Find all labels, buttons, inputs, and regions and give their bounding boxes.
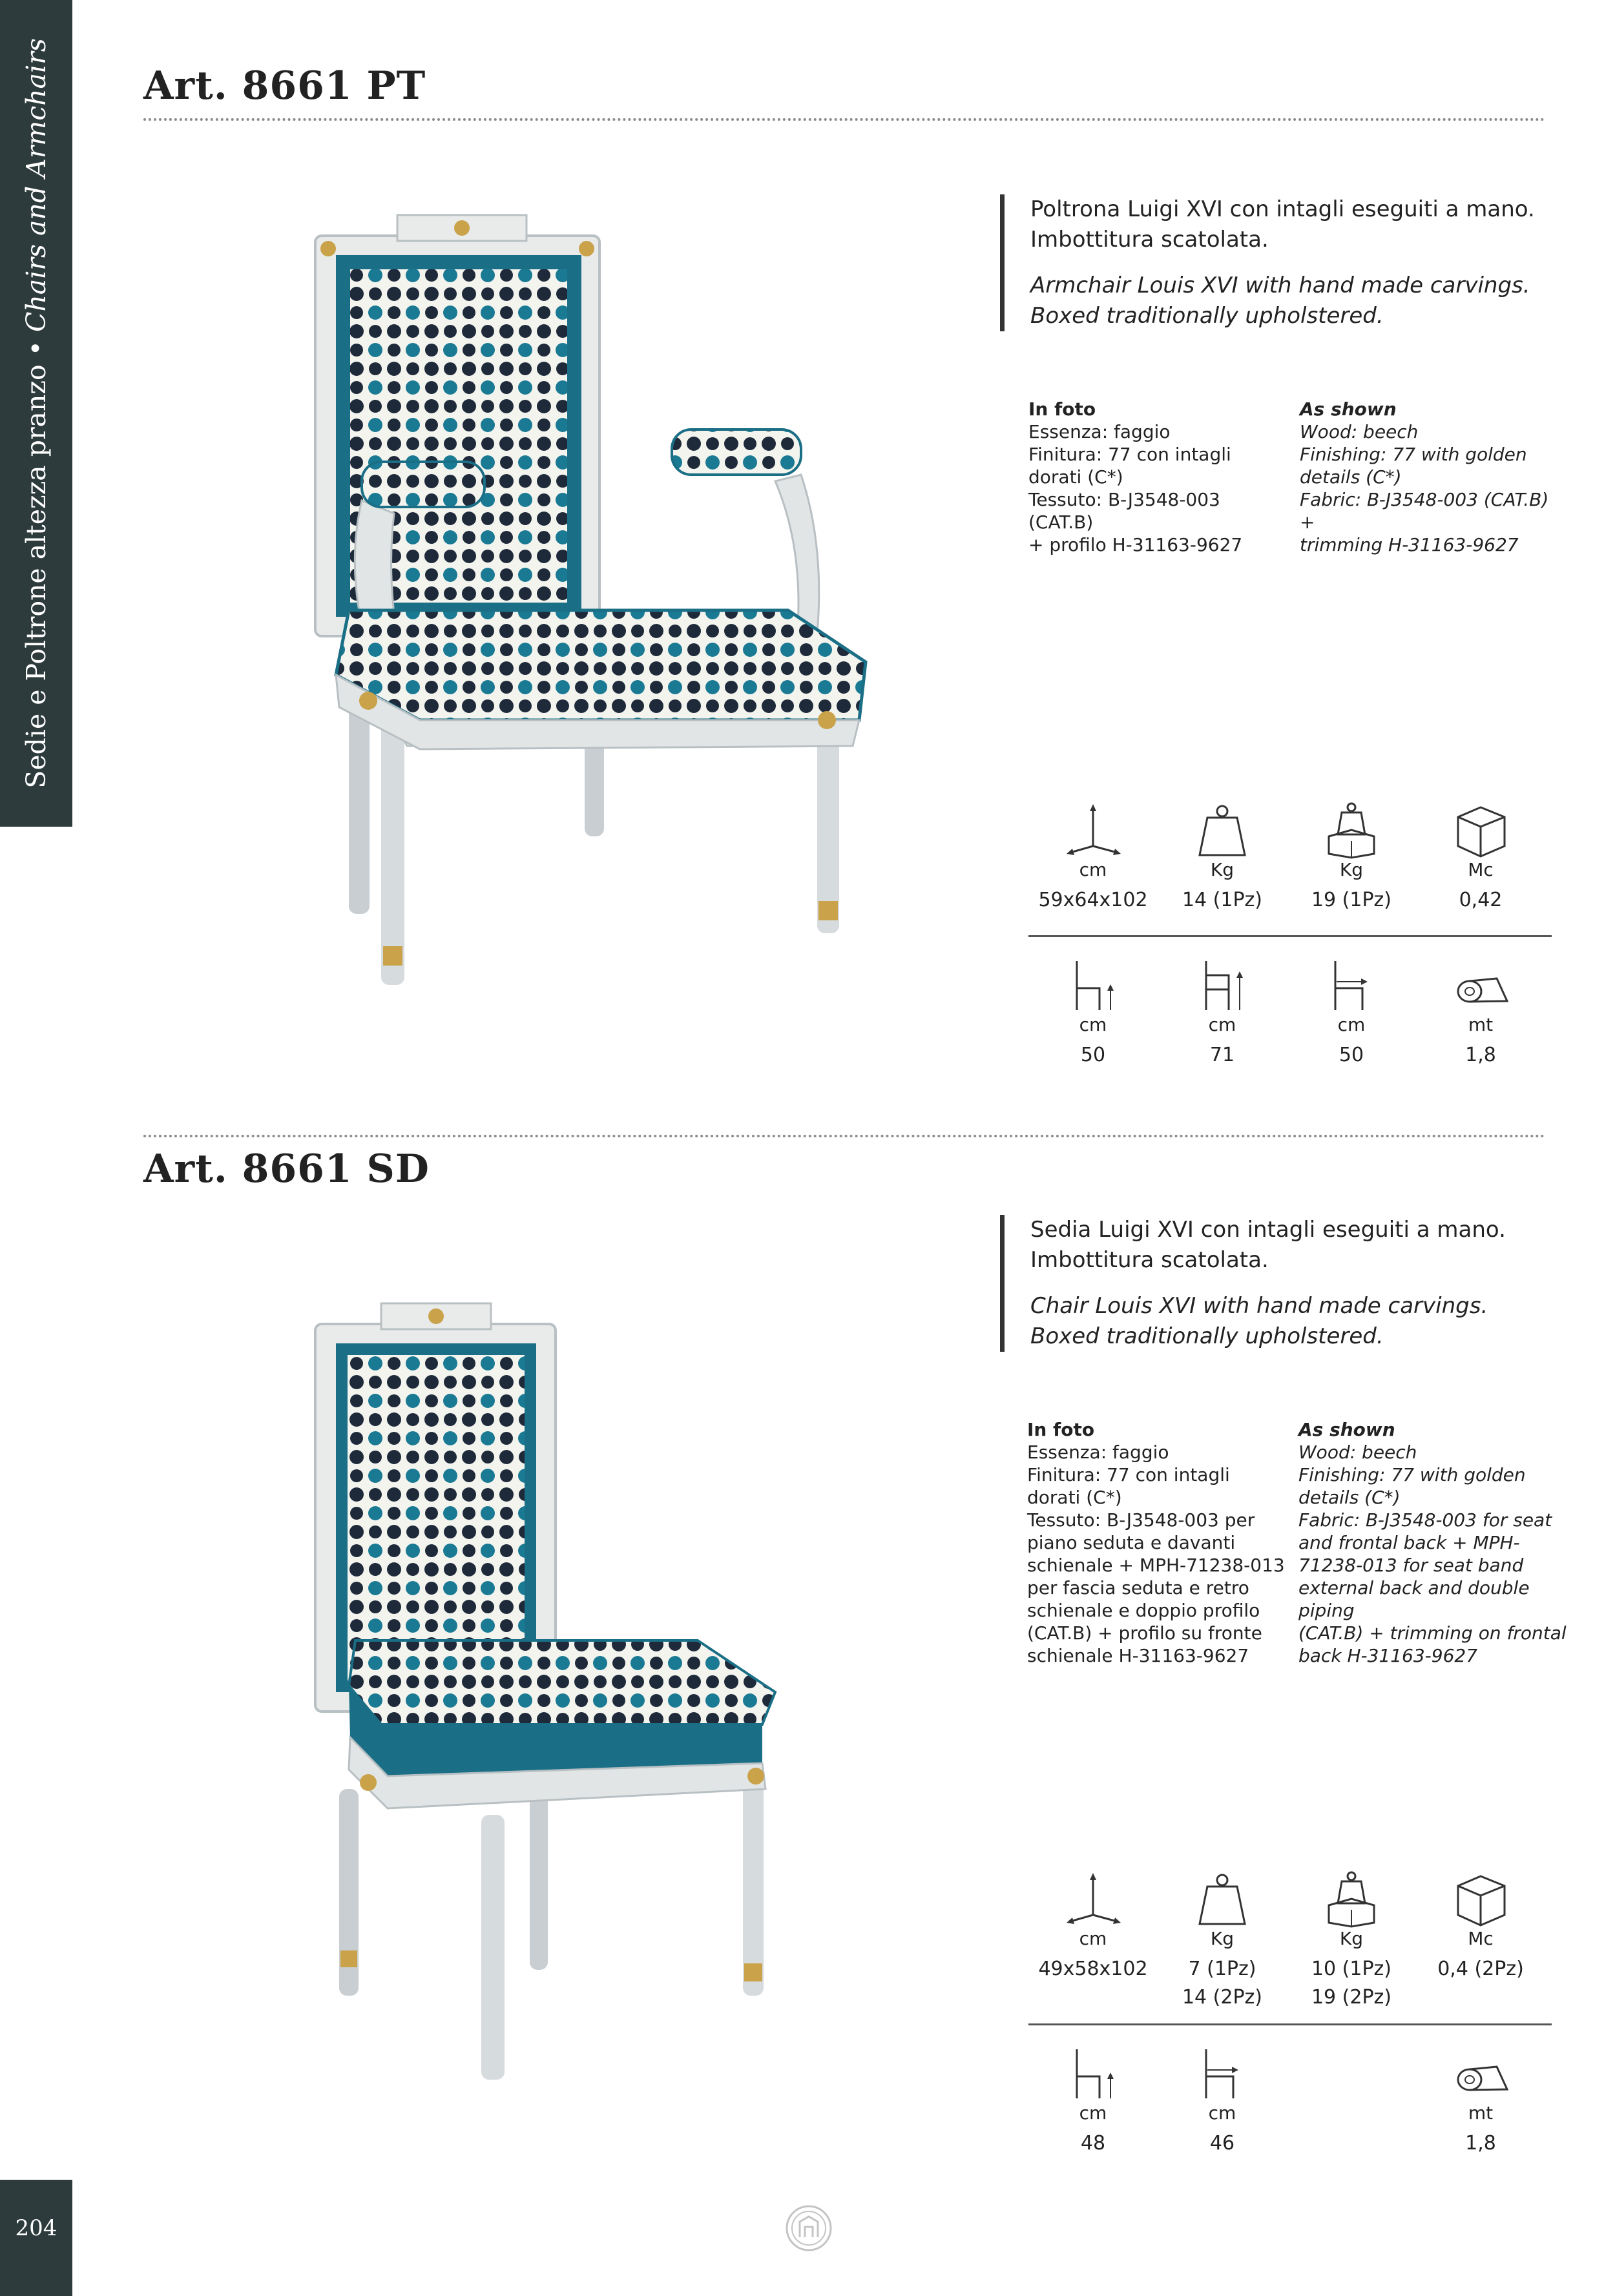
details-header: As shown (1300, 398, 1397, 420)
spec-unit: Kg (1339, 859, 1364, 880)
details-line: Wood: beech (1300, 421, 1419, 442)
spec-seat-height (1028, 956, 1158, 1070)
seat-height-icon (1064, 956, 1122, 1014)
volume-cube-icon (1452, 1870, 1510, 1928)
seat-depth-icon (1193, 2044, 1251, 2102)
fabric-roll-icon (1452, 2044, 1510, 2102)
spec-value: 14 (1Pz) (1182, 889, 1263, 911)
spec-armrest-height (1158, 956, 1287, 1070)
description-italian-line: Imbottitura scatolata. (1030, 227, 1269, 253)
spec-value: 7 (1Pz) (1188, 1958, 1256, 1980)
spec-packed-weight (1287, 1870, 1416, 2012)
details-line: details (C*) (1298, 1487, 1401, 1508)
details-line: per fascia seduta e retro (1027, 1577, 1249, 1598)
sidebar-category (21, 38, 52, 789)
product-title: Art. 8661 SD (143, 1146, 430, 1192)
details-english (1298, 1418, 1570, 1667)
dimensions-icon (1064, 801, 1122, 859)
details-line: piano seduta e davanti (1027, 1532, 1236, 1553)
packed-weight-icon (1322, 801, 1381, 859)
spec-row-measures (1028, 956, 1545, 1085)
armrest-height-icon (1193, 956, 1251, 1014)
category-italian: Sedie e Poltrone altezza pranzo (21, 364, 52, 789)
product-description (1000, 194, 1560, 331)
page-number: 204 (15, 2215, 57, 2241)
brand-logo-icon (783, 2202, 835, 2254)
spec-unit: Kg (1210, 859, 1235, 880)
packed-weight-icon (1322, 1870, 1381, 1928)
description-english-line: Boxed traditionally upholstered. (1030, 1323, 1384, 1349)
description-english-line: Chair Louis XVI with hand made carvings. (1030, 1293, 1488, 1319)
details-line: details (C*) (1300, 466, 1402, 488)
details-italian (1027, 1418, 1289, 1667)
details-line: and frontal back + MPH- (1298, 1532, 1520, 1553)
section-divider (143, 1135, 1545, 1137)
spec-fabric (1416, 956, 1545, 1070)
description-english-line: Boxed traditionally upholstered. (1030, 303, 1384, 329)
details-italian (1028, 398, 1287, 556)
details-line: trimming H-31163-9627 (1300, 534, 1519, 555)
details-header: In foto (1028, 398, 1096, 420)
details-line: (CAT.B) + profilo su fronte (1027, 1622, 1262, 1644)
spec-unit: cm (1079, 2102, 1107, 2124)
seat-height-icon (1064, 2044, 1122, 2102)
spec-value: 1,8 (1465, 1044, 1496, 1066)
spec-fabric (1416, 2044, 1545, 2158)
fabric-roll-icon (1452, 956, 1510, 1014)
spec-row-packaging (1028, 1870, 1545, 2009)
spec-value: 50 (1339, 1044, 1364, 1066)
armchair-photo (310, 210, 879, 998)
spec-value: 49x58x102 (1038, 1958, 1148, 1980)
details-header: As shown (1298, 1419, 1395, 1440)
spec-value: 50 (1080, 1044, 1106, 1066)
weight-icon (1193, 801, 1251, 859)
description-italian-line: Poltrona Luigi XVI con intagli eseguiti a mano. (1030, 196, 1535, 222)
spec-seat-depth (1158, 2044, 1287, 2158)
details-line: Finitura: 77 con intagli (1028, 444, 1231, 465)
spec-volume (1416, 1870, 1545, 1983)
weight-icon (1193, 1870, 1251, 1928)
section-divider (143, 118, 1545, 121)
details-line: Fabric: B-J3548-003 (CAT.B) + (1300, 489, 1549, 533)
spec-unit: cm (1208, 2102, 1236, 2124)
spec-value: 0,4 (2Pz) (1437, 1958, 1524, 1980)
details-line: Tessuto: B-J3548-003 (CAT.B) (1028, 489, 1220, 533)
spec-row-packaging (1028, 801, 1545, 930)
details-line: + profilo H-31163-9627 (1028, 534, 1243, 555)
spec-packed-weight (1287, 801, 1416, 915)
details-line: Tessuto: B-J3548-003 per (1027, 1509, 1255, 1531)
spec-unit: Kg (1210, 1928, 1235, 1949)
category-english: Chairs and Armchairs (21, 38, 52, 333)
dimensions-icon (1064, 1870, 1122, 1928)
spec-unit: Mc (1468, 859, 1494, 880)
details-line: Wood: beech (1298, 1442, 1417, 1463)
details-line: (CAT.B) + trimming on frontal (1298, 1622, 1567, 1644)
spec-unit: Mc (1468, 1928, 1494, 1949)
spec-value: 59x64x102 (1038, 889, 1148, 911)
details-line: schienale + MPH-71238-013 (1027, 1555, 1285, 1576)
spec-value: 19 (1Pz) (1311, 889, 1392, 911)
product-description (1000, 1215, 1560, 1352)
spec-value-secondary: 19 (2Pz) (1311, 1986, 1392, 2009)
spec-unit: cm (1079, 1014, 1107, 1035)
spec-dimensions (1028, 1870, 1158, 1983)
details-line: external back and double piping (1298, 1577, 1530, 1621)
spec-unit: cm (1337, 1014, 1366, 1035)
spec-unit: cm (1079, 1928, 1107, 1949)
spec-row-measures (1028, 2044, 1545, 2173)
spec-unit: Kg (1339, 1928, 1364, 1949)
category-separator: • (21, 340, 52, 357)
details-english (1300, 398, 1558, 556)
spec-seat-height (1028, 2044, 1158, 2158)
spec-unit: cm (1079, 859, 1107, 880)
spec-dimensions (1028, 801, 1158, 915)
details-line: 71238-013 for seat band (1298, 1555, 1524, 1576)
details-line: Essenza: faggio (1028, 421, 1171, 442)
details-line: Fabric: B-J3548-003 for seat (1298, 1509, 1552, 1531)
description-italian-line: Imbottitura scatolata. (1030, 1247, 1269, 1273)
volume-cube-icon (1452, 801, 1510, 859)
details-line: Finishing: 77 with golden (1300, 444, 1527, 465)
spec-unit: mt (1468, 1014, 1494, 1035)
details-line: Finishing: 77 with golden (1298, 1464, 1526, 1485)
spec-weight (1158, 801, 1287, 915)
spec-volume (1416, 801, 1545, 915)
details-line: Finitura: 77 con intagli dorati (C*) (1027, 1464, 1230, 1508)
spec-divider (1028, 935, 1552, 937)
spec-unit: mt (1468, 2102, 1494, 2124)
seat-depth-icon (1322, 956, 1381, 1014)
spec-value-secondary: 14 (2Pz) (1182, 1986, 1263, 2009)
spec-value: 48 (1080, 2132, 1106, 2155)
spec-value: 10 (1Pz) (1311, 1958, 1392, 1980)
details-line: schienale e doppio profilo (1027, 1600, 1260, 1621)
description-english-line: Armchair Louis XVI with hand made carvings. (1030, 273, 1530, 298)
spec-value: 46 (1209, 2132, 1235, 2155)
details-line: back H-31163-9627 (1298, 1645, 1478, 1666)
spec-value: 0,42 (1459, 889, 1503, 911)
details-line: schienale H-31163-9627 (1027, 1645, 1249, 1666)
details-line: Essenza: faggio (1027, 1442, 1169, 1463)
description-italian-line: Sedia Luigi XVI con intagli eseguiti a mano. (1030, 1217, 1506, 1243)
product-title: Art. 8661 PT (143, 63, 426, 109)
sidebar-band (0, 0, 72, 827)
spec-value: 71 (1209, 1044, 1235, 1066)
spec-unit: cm (1208, 1014, 1236, 1035)
spec-weight (1158, 1870, 1287, 2012)
details-header: In foto (1027, 1419, 1095, 1440)
spec-divider (1028, 2023, 1552, 2025)
chair-photo (310, 1298, 801, 2086)
spec-value: 1,8 (1465, 2132, 1496, 2155)
spec-seat-depth (1287, 956, 1416, 1070)
details-line: dorati (C*) (1028, 466, 1123, 488)
